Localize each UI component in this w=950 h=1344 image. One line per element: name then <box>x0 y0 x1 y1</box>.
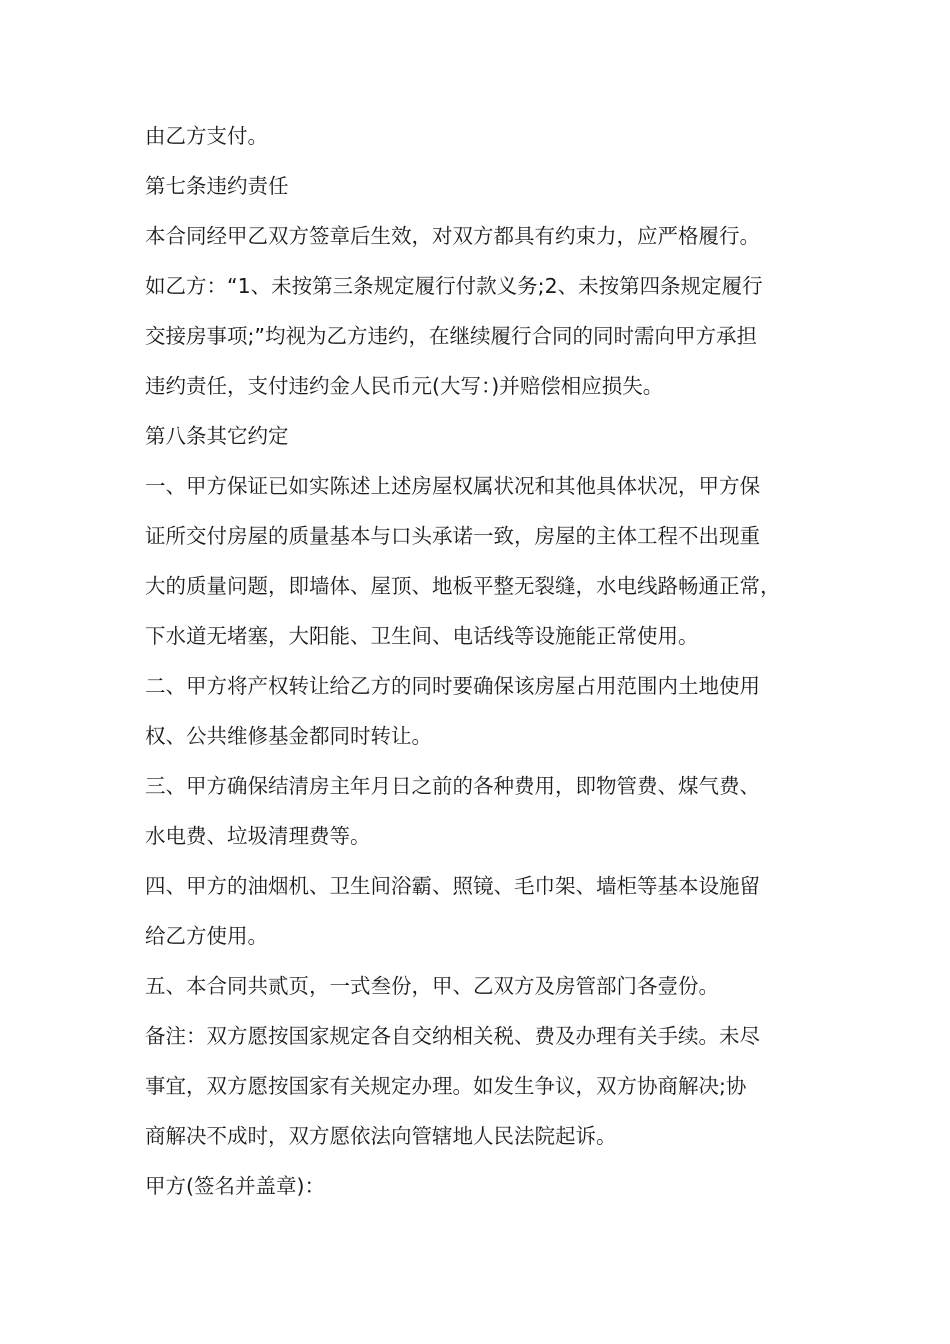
text-line: 交接房事项;”均视为乙方违约，在继续履行合同的同时需向甲方承担 <box>145 324 758 348</box>
text-line: 二、甲方将产权转让给乙方的同时要确保该房屋占用范围内土地使用 <box>145 674 760 698</box>
text-line: 本合同经甲乙双方签章后生效，对双方都具有约束力，应严格履行。 <box>145 224 760 248</box>
signature-label: 甲方(签名并盖章)： <box>145 1174 325 1198</box>
text-line: 事宜，双方愿按国家有关规定办理。如发生争议，双方协商解决;协 <box>145 1074 747 1098</box>
text-line: 下水道无堵塞，大阳能、卫生间、电话线等设施能正常使用。 <box>145 624 699 648</box>
text-line: 证所交付房屋的质量基本与口头承诺一致，房屋的主体工程不出现重 <box>145 524 760 548</box>
text-line: 五、本合同共贰页，一式叁份，甲、乙双方及房管部门各壹份。 <box>145 974 719 998</box>
text-line: 四、甲方的油烟机、卫生间浴霸、照镜、毛巾架、墙柜等基本设施留 <box>145 874 760 898</box>
text-line: 备注：双方愿按国家规定各自交纳相关税、费及办理有关手续。未尽 <box>145 1024 760 1048</box>
section-heading: 第八条其它约定 <box>145 424 289 448</box>
text-line: 给乙方使用。 <box>145 924 268 948</box>
text-line: 三、甲方确保结清房主年月日之前的各种费用，即物管费、煤气费、 <box>145 774 760 798</box>
text-line: 一、甲方保证已如实陈述上述房屋权属状况和其他具体状况，甲方保 <box>145 474 760 498</box>
text-line: 由乙方支付。 <box>145 124 268 148</box>
text-line: 如乙方：“1、未按第三条规定履行付款义务;2、未按第四条规定履行 <box>145 274 763 298</box>
text-line: 违约责任，支付违约金人民币元(大写：)并赔偿相应损失。 <box>145 374 664 398</box>
section-heading: 第七条违约责任 <box>145 174 289 198</box>
text-line: 水电费、垃圾清理费等。 <box>145 824 371 848</box>
text-line: 权、公共维修基金都同时转让。 <box>145 724 432 748</box>
text-line: 大的质量问题，即墙体、屋顶、地板平整无裂缝，水电线路畅通正常， <box>145 574 781 598</box>
text-line: 商解决不成时，双方愿依法向管辖地人民法院起诉。 <box>145 1124 617 1148</box>
